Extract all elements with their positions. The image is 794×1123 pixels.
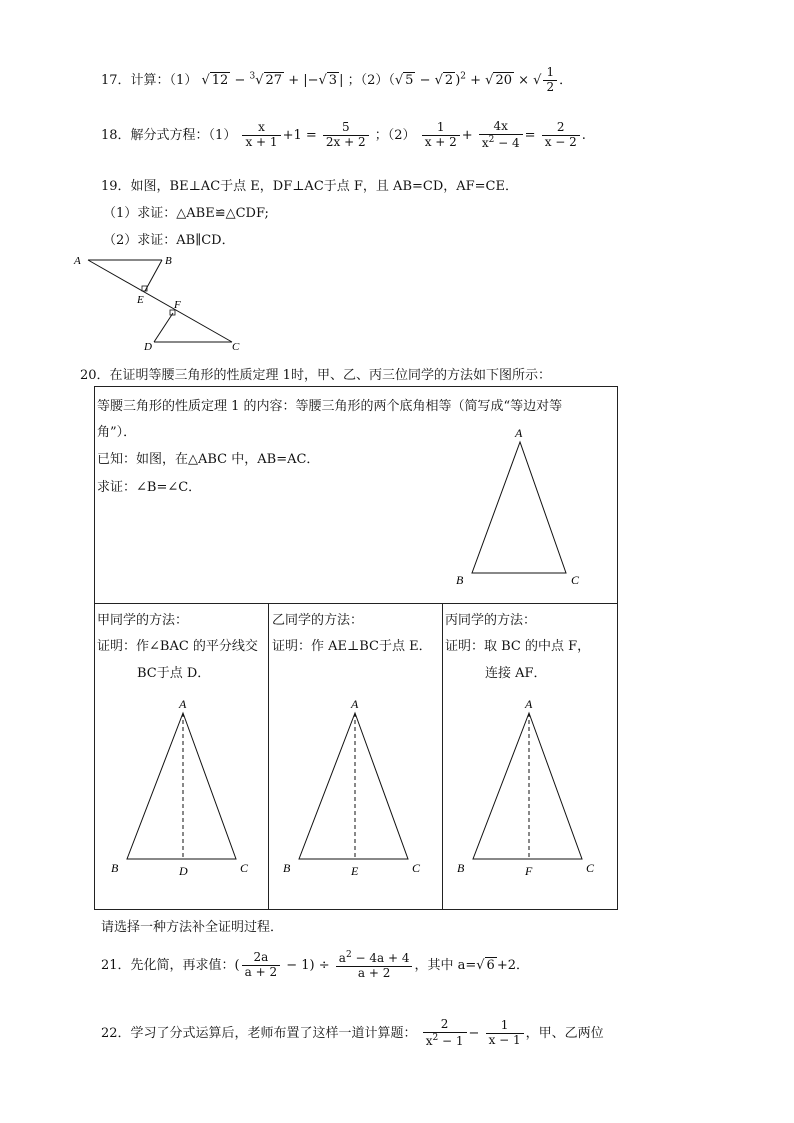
q20-footer: 请选择一种方法补全证明过程． bbox=[101, 920, 284, 935]
q20-jia-label-C: C bbox=[240, 861, 249, 875]
q19-sub1: （1）求证：△ABE≌△CDF; bbox=[103, 206, 269, 221]
q19-label-B: B bbox=[165, 255, 172, 267]
q20-theorem-line1: 等腰三角形的性质定理 1 的内容：等腰三角形的两个底角相等（简写成“等边对等 bbox=[97, 399, 563, 414]
q19-label-C: C bbox=[232, 341, 240, 353]
q20-bing-proof1: 证明：取 BC 的中点 F， bbox=[445, 639, 591, 654]
q20-main-label-B: B bbox=[456, 573, 464, 587]
q20-jia-proof2: BC于点 D． bbox=[137, 666, 211, 681]
q20-yi-label-E: E bbox=[351, 864, 359, 877]
q21-line: 21．先化简，再求值：( $\frac{2a}{a + 2}$ − 1) ÷ $\frac{a^2 - 4a + 4}{a + 2}$ ，其中 a=√ 6 +2． bbox=[101, 950, 529, 980]
q20-table bbox=[94, 386, 618, 910]
q20-bing-proof2: 连接 AF． bbox=[485, 666, 547, 681]
q18-frac-a: $\frac{x}{x + 1}$ bbox=[242, 121, 280, 150]
q21-frac-b: $\frac{a^2 - 4a + 4}{a + 2}$ bbox=[336, 950, 413, 981]
q18-frac-c: $\frac{1}{x + 2}$ bbox=[422, 121, 460, 150]
q20-main-triangle bbox=[450, 427, 585, 587]
q20-divider-v1 bbox=[268, 603, 269, 909]
q20-jia-proof1: 证明：作∠BAC 的平分线交 bbox=[97, 639, 258, 654]
q20-theorem-line2: 角”）． bbox=[97, 425, 137, 440]
q18-frac-b: $\frac{5}{2x + 2}$ bbox=[323, 121, 369, 150]
q20-jia-label-A: A bbox=[179, 697, 187, 711]
q18-frac-d: $\frac{4x}{x^2 - 4}$ bbox=[479, 120, 523, 151]
q18-line: 18．解分式方程：（1） $\frac{x}{x + 1}$ +1 = $\frac{5}{2x + 2}$ ；（2） $\frac{1}{x + 2}$ + $\frac{4x}{x^2 - 4}$ = $\frac{2}{x - 2}$ . bbox=[101, 119, 586, 150]
q22-frac-a: $\frac{2}{x^2 - 1}$ bbox=[423, 1018, 467, 1049]
q20-divider-v2 bbox=[442, 603, 443, 909]
q20-bing-label-F: F bbox=[525, 864, 533, 877]
q19-sub2: （2）求证：AB∥CD． bbox=[103, 233, 235, 248]
q20-jia-label-D: D bbox=[179, 864, 188, 877]
q22-line: 22．学习了分式运算后，老师布置了这样一道计算题： $\frac{2}{x^2 - 1}$ − $\frac{1}{x - 1}$ ，甲、乙两位 bbox=[101, 1017, 604, 1048]
q20-given: 已知：如图，在△ABC 中，AB=AC． bbox=[97, 452, 320, 467]
q19-label-F: F bbox=[174, 299, 181, 311]
q20-yi-triangle bbox=[277, 697, 437, 877]
q19-line1: 19．如图，BE⊥AC于点 E，DF⊥AC于点 F，且 AB=CD，AF=CE． bbox=[101, 179, 518, 194]
q20-yi-label-B: B bbox=[283, 861, 291, 875]
q20-jia-triangle bbox=[105, 697, 265, 877]
q20-yi-title: 乙同学的方法： bbox=[272, 613, 364, 628]
q20-jia-label-B: B bbox=[111, 861, 119, 875]
q20-main-label-A: A bbox=[515, 427, 523, 440]
q20-jia-title: 甲同学的方法： bbox=[97, 613, 189, 628]
q19-label-A: A bbox=[74, 255, 81, 267]
q20-bing-label-A: A bbox=[525, 697, 533, 711]
q20-yi-label-A: A bbox=[351, 697, 359, 711]
q21-frac-a: $\frac{2a}{a + 2}$ bbox=[242, 951, 280, 980]
q18-frac-e: $\frac{2}{x - 2}$ bbox=[542, 121, 580, 150]
q19-label-E: E bbox=[137, 294, 144, 306]
q20-prove: 求证：∠B=∠C． bbox=[97, 480, 202, 495]
q17-expr1: √ 12 − $^3$√ 27 + |−√ 3 | bbox=[201, 71, 344, 88]
q19-figure bbox=[70, 250, 250, 355]
q20-bing-title: 丙同学的方法： bbox=[445, 613, 537, 628]
q20-intro: 20．在证明等腰三角形的性质定理 1时，甲、乙、丙三位同学的方法如下图所示： bbox=[80, 368, 551, 383]
q20-yi-label-C: C bbox=[412, 861, 421, 875]
q17-line: 17．计算：（1） √ 12 − $^3$√ 27 + |−√ 3 | ；（2）（√ 5 − √ 2 )$^2$ + √ 20 × √ $\frac{1}{2}$ ． bbox=[101, 65, 573, 94]
q20-bing-label-C: C bbox=[586, 861, 595, 875]
q20-bing-triangle bbox=[451, 697, 611, 877]
q22-frac-b: $\frac{1}{x - 1}$ bbox=[486, 1019, 524, 1048]
q20-bing-label-B: B bbox=[457, 861, 465, 875]
q20-main-label-C: C bbox=[571, 573, 580, 587]
q17-expr2: √ 5 − √ 2 )$^2$ + √ 20 × √ $\frac{1}{2}$ bbox=[395, 73, 559, 88]
q20-divider-h bbox=[95, 603, 617, 604]
q19-label-D: D bbox=[144, 341, 152, 353]
q20-yi-proof1: 证明：作 AE⊥BC于点 E． bbox=[272, 639, 432, 654]
